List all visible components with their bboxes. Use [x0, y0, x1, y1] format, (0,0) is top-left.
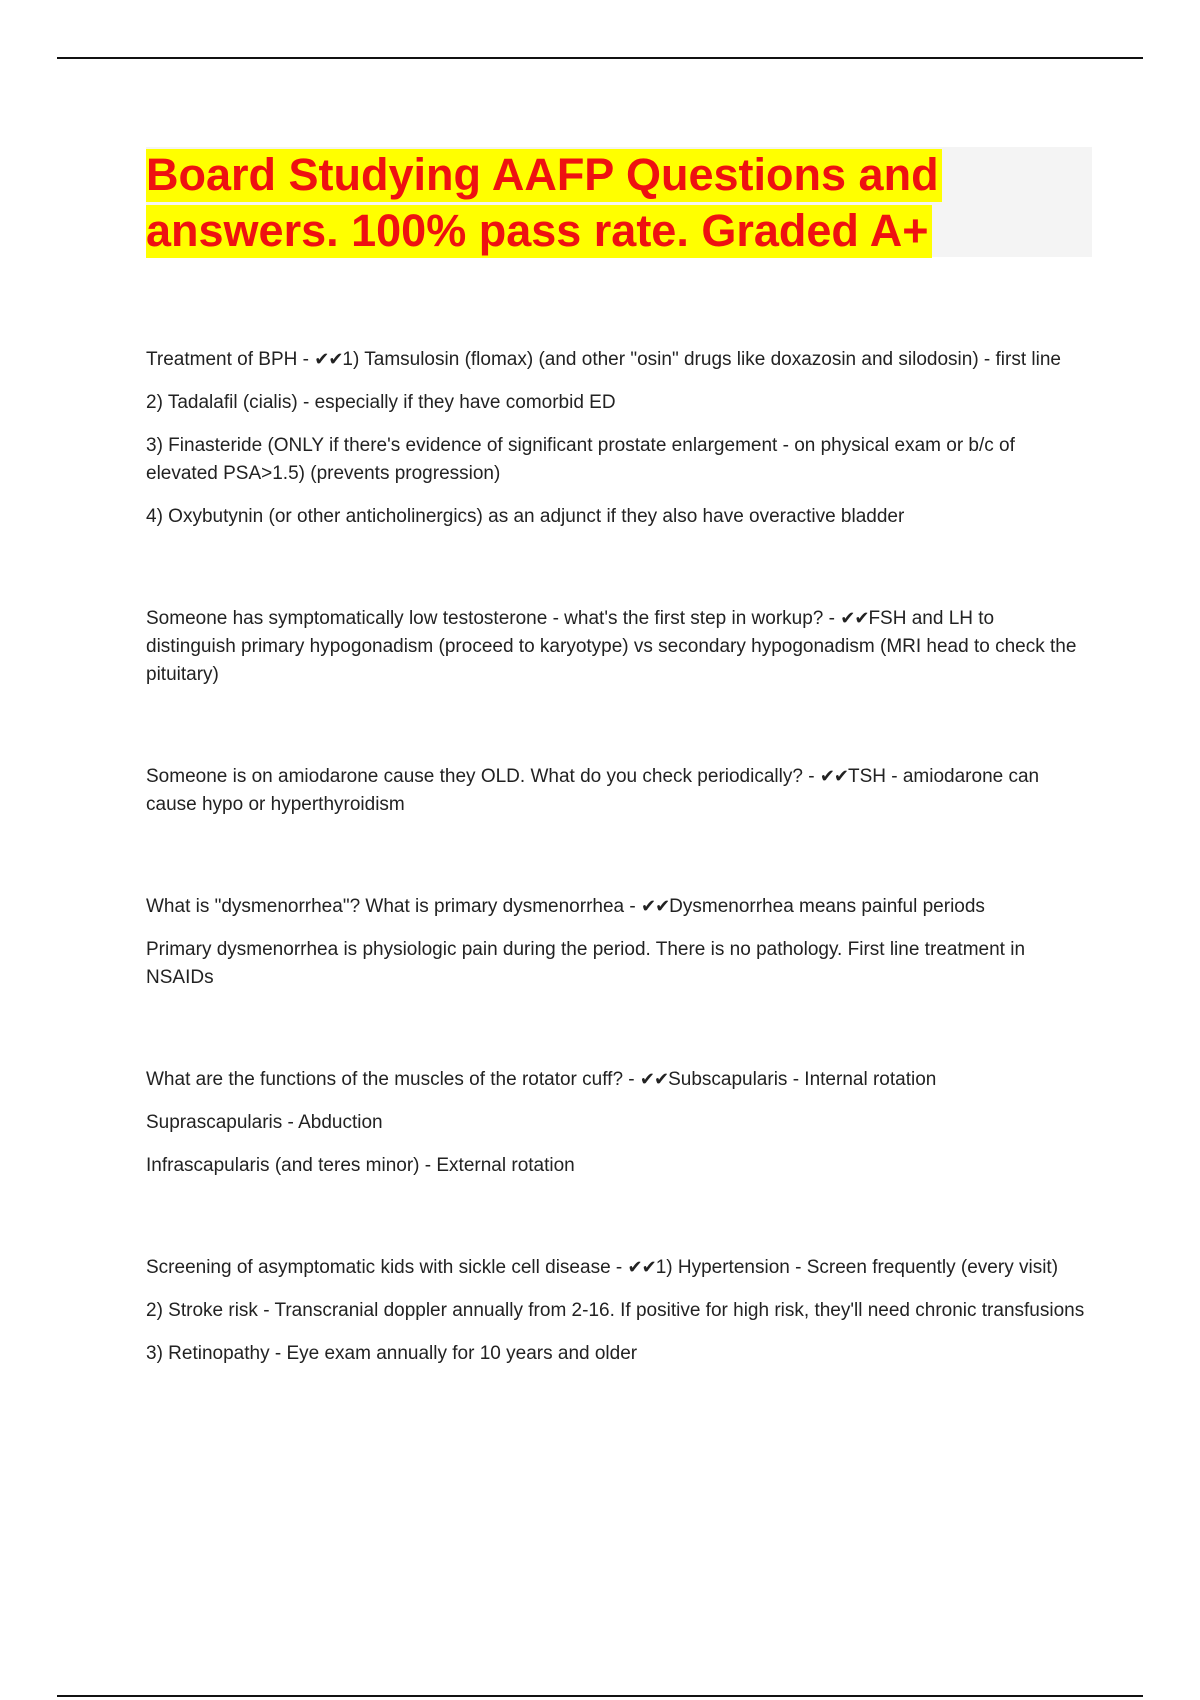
- question-text: Screening of asymptomatic kids with sickle cell disease -: [146, 1257, 628, 1278]
- question-text: What are the functions of the muscles of the rotator cuff? -: [146, 1069, 640, 1090]
- qa-list: [146, 346, 1086, 1442]
- question-text: Treatment of BPH -: [146, 349, 315, 370]
- qa-item: [146, 1254, 1086, 1368]
- check-icon: ✔✔: [314, 349, 343, 370]
- qa-item: [146, 346, 1086, 531]
- title-block: [146, 147, 1092, 257]
- answer-text: Dysmenorrhea means painful periods: [669, 896, 985, 917]
- qa-item: [146, 605, 1086, 689]
- check-icon: ✔✔: [639, 1069, 669, 1090]
- qa-item: [146, 893, 1086, 992]
- bottom-rule: [57, 1695, 1143, 1697]
- qa-item: [146, 1066, 1086, 1180]
- qa-question-line: [146, 763, 1086, 819]
- answer-text: 1) Hypertension - Screen frequently (every visit): [655, 1257, 1059, 1278]
- top-rule: [57, 57, 1143, 59]
- qa-question-line: [146, 346, 1086, 374]
- answer-line: 3) Retinopathy - Eye exam annually for 10 years and older: [146, 1343, 638, 1364]
- check-icon: ✔✔: [640, 896, 670, 917]
- question-text: What is "dysmenorrhea"? What is primary dysmenorrhea -: [146, 896, 641, 917]
- check-icon: ✔✔: [819, 766, 848, 787]
- answer-line: Infrascapularis (and teres minor) - External rotation: [146, 1155, 575, 1176]
- document-title: [146, 147, 1092, 259]
- qa-question-line: [146, 1254, 1086, 1282]
- answer-text: TSH - amiodarone can cause hypo or hyperthyroidism: [146, 766, 1040, 815]
- answer-line: Primary dysmenorrhea is physiologic pain during the period. There is no pathology. First line treatment in NSAIDs: [146, 939, 1026, 988]
- qa-question-line: [146, 893, 1086, 921]
- answer-line: 4) Oxybutynin (or other anticholinergics) as an adjunct if they also have overactive bladder: [146, 506, 905, 527]
- qa-item: [146, 763, 1086, 819]
- answer-text: Subscapularis - Internal rotation: [668, 1069, 937, 1090]
- answer-line: 3) Finasteride (ONLY if there's evidence of significant prostate enlargement - on physical exam or b/c of elevated PSA>1.5) (prevents progression): [146, 435, 1015, 484]
- question-text: Someone is on amiodarone cause they OLD. What do you check periodically? -: [146, 766, 820, 787]
- title-highlight: Board Studying AAFP Questions and answers. 100% pass rate. Graded A+: [146, 149, 942, 258]
- qa-question-line: [146, 605, 1086, 689]
- answer-text: FSH and LH to distinguish primary hypogonadism (proceed to karyotype) vs secondary hypogonadism (MRI head to check the pituitary): [146, 608, 1077, 685]
- answer-line: 2) Stroke risk - Transcranial doppler annually from 2-16. If positive for high risk, they'll need chronic transfusions: [146, 1300, 1085, 1321]
- question-text: Someone has symptomatically low testosterone - what's the first step in workup? -: [146, 608, 841, 629]
- check-icon: ✔✔: [840, 608, 869, 629]
- qa-question-line: [146, 1066, 1086, 1094]
- answer-text: 1) Tamsulosin (flomax) (and other "osin" drugs like doxazosin and silodosin) - first line: [342, 349, 1061, 370]
- answer-line: Suprascapularis - Abduction: [146, 1112, 383, 1133]
- answer-line: 2) Tadalafil (cialis) - especially if they have comorbid ED: [146, 392, 616, 413]
- check-icon: ✔✔: [627, 1257, 656, 1278]
